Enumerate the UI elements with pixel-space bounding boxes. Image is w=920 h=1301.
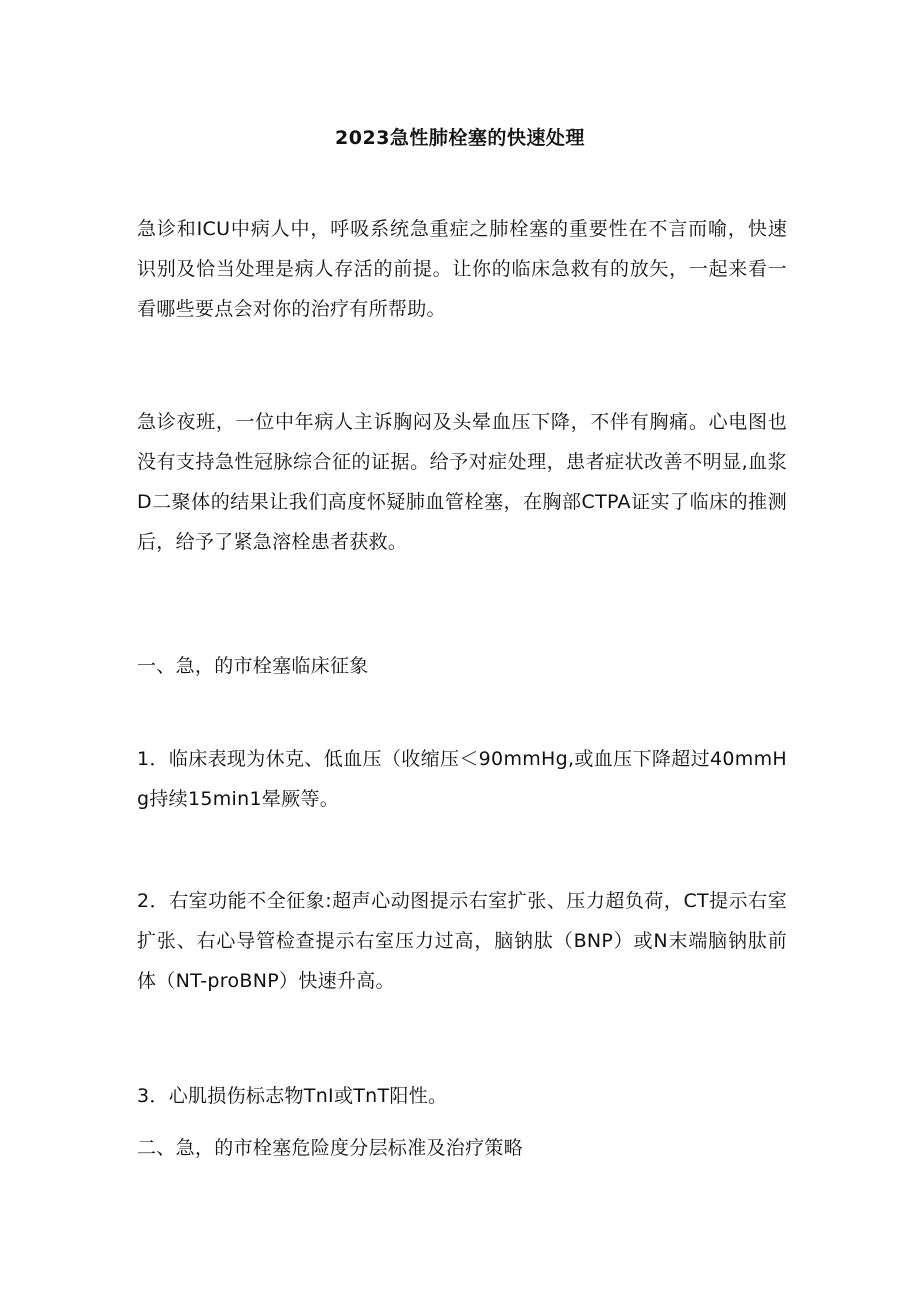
list-item-right-ventricle: 2．右室功能不全征象:超声心动图提示右室扩张、压力超负荷，CT提示右室扩张、右心导管检查提示右室压力过高，脑钠肽（BNP）或N末端脑钠肽前体（NT-proBNP）快速升高。 [137,890,787,992]
document-title: 2023急性肺栓塞的快速处理 [335,127,585,149]
list-item-shock: 1．临床表现为休克、低血压（收缩压＜90mmHg,或血压下降超过40mmHg持续15min1晕厥等。 [137,748,787,810]
list-item-myocardial-markers: 3．心肌损伤标志物TnI或TnT阳性。 [137,1085,448,1107]
intro-paragraph: 急诊和ICU中病人中，呼吸系统急重症之肺栓塞的重要性在不言而喻，快速识别及恰当处理是病人存活的前提。让你的临床急救有的放矢，一起来看一看哪些要点会对你的治疗有所帮助。 [137,218,787,320]
section-heading-risk-stratification: 二、急，的市栓塞危险度分层标准及治疗策略 [137,1137,524,1159]
case-paragraph: 急诊夜班，一位中年病人主诉胸闷及头晕血压下降，不伴有胸痛。心电图也没有支持急性冠脉综合征的证据。给予对症处理，患者症状改善不明显,血浆D二聚体的结果让我们高度怀疑肺血管栓塞，在胸部CTPA证实了临床的推测后，给予了紧急溶栓患者获救。 [137,411,787,553]
section-heading-clinical-signs: 一、急，的市栓塞临床征象 [137,655,369,677]
